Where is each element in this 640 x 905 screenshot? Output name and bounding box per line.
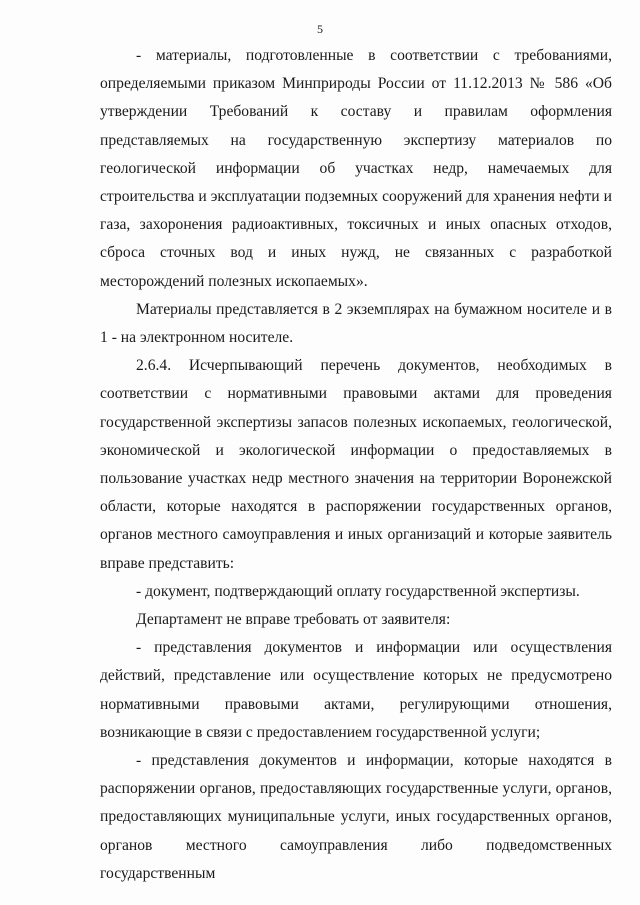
paragraph-copies: Материалы представляется в 2 экземплярах на бумажном носителе и в 1 - на электронном носителе. (100, 300, 612, 347)
paragraph-restriction-documents: - представления документов и информации, которые находятся в распоряжении органов, предоставляющих государственные услуги, органов, предоставляющих муниципальные услуги, иных государственных органов, органов местного самоуправления либо подведомственных государственным (100, 752, 612, 882)
paragraph-2-6-4: 2.6.4. Исчерпывающий перечень документов, необходимых в соответствии с нормативными правовыми актами для проведения государственной экспертизы запасов полезных ископаемых, геологической, экономической и экологической информации о предоставляемых в пользование участках недр местного значения на территории Воронежской области, которые находятся в распоряжении государственных органов, органов местного самоуправления и иных организаций и которые заявитель вправе представить: (100, 357, 612, 572)
paragraph-materials-requirements: - материалы, подготовленные в соответствии с требованиями, определяемыми приказом Минприроды России от 11.12.2013 № 586 «Об утверждении Требований к составу и правилам оформления представляемых на государственную экспертизу материалов по геологической информации об участках недр, намечаемых для строительства и эксплуатации подземных сооружений для хранения нефти и газа, захоронения радиоактивных, токсичных и иных опасных отходов, сброса сточных вод и иных нужд, не связанных с разработкой месторождений полезных ископаемых». (100, 47, 612, 290)
paragraph-department-restrictions: Департамент не вправе требовать от заявителя: (136, 611, 451, 629)
paragraph-payment-document: - документ, подтверждающий оплату государственной экспертизы. (136, 582, 580, 600)
page-number: 5 (317, 22, 323, 36)
document-body (100, 42, 612, 888)
paragraph-restriction-actions: - представления документов и информации или осуществления действий, представление или осуществление которых не предусмотрено нормативными правовыми актами, регулирующими отношения, возникающие в связи с предоставлением государственной услуги; (100, 639, 612, 741)
